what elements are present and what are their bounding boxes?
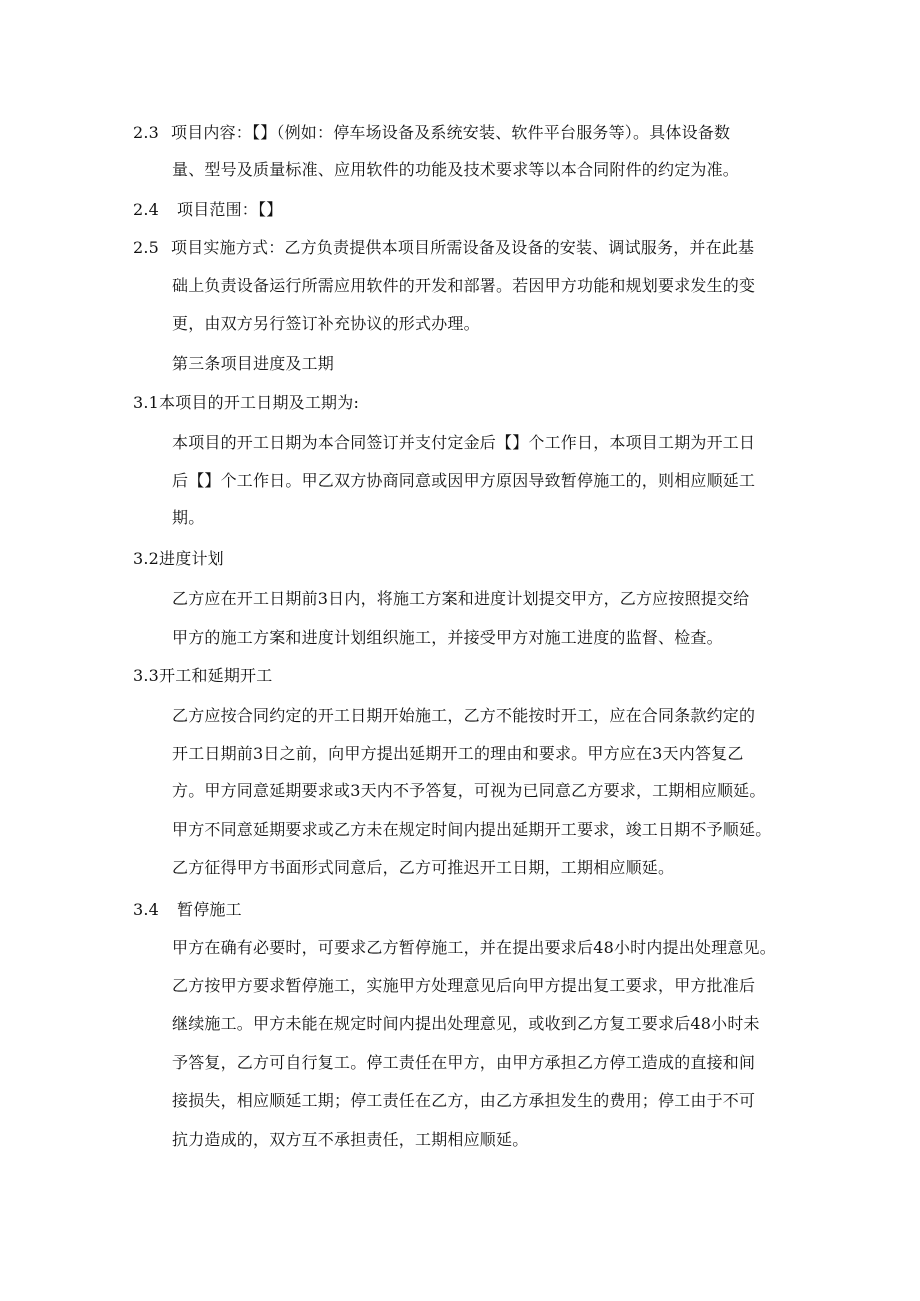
- clause-number: 3.4: [133, 900, 160, 919]
- clause-3-1-line-3: 期。: [172, 508, 205, 527]
- clause-number: 2.3: [133, 123, 160, 142]
- clause-2-4: [133, 198, 282, 222]
- clause-3-1-heading: 3.1本项目的开工日期及工期为:: [133, 393, 360, 412]
- clause-text: 项目内容：【】（例如：停车场设备及系统安装、软件平台服务等）。具体设备数: [171, 123, 731, 142]
- clause-3-4-line-1: 甲方在确有必要时，可要求乙方暂停施工，并在提出要求后48小时内提出处理意见。: [172, 938, 776, 957]
- article-3-title: 第三条项目进度及工期: [172, 354, 335, 373]
- clause-3-3-line-3: 方。甲方同意延期要求或3天内不予答复，可视为已同意乙方要求，工期相应顺延。: [172, 781, 766, 800]
- clause-3-3-line-5: 乙方征得甲方书面形式同意后，乙方可推迟开工日期，工期相应顺延。: [172, 858, 675, 877]
- clause-3-3-line-1: 乙方应按合同约定的开工日期开始施工，乙方不能按时开工，应在合同条款约定的: [172, 706, 756, 725]
- clause-heading-text: 暂停施工: [177, 900, 242, 919]
- clause-2-5-line-2: 础上负责设备运行所需应用软件的开发和部署。若因甲方功能和规划要求发生的变: [172, 276, 756, 295]
- clause-3-2-line-2: 甲方的施工方案和进度计划组织施工，并接受甲方对施工进度的监督、检查。: [172, 628, 723, 647]
- clause-3-4-line-5: 接损失，相应顺延工期；停工责任在乙方，由乙方承担发生的费用；停工由于不可: [172, 1091, 756, 1110]
- clause-2-5-line-1: [133, 236, 754, 260]
- clause-3-2-heading: 3.2进度计划: [133, 549, 224, 568]
- clause-text: 项目范围：【】: [177, 200, 283, 219]
- clause-3-1-line-1: 本项目的开工日期为本合同签订并支付定金后【】个工作日，本项目工期为开工日: [172, 433, 756, 452]
- clause-2-3-line-1: [133, 121, 730, 145]
- clause-3-3-line-2: 开工日期前3日之前，向甲方提出延期开工的理由和要求。甲方应在3天内答复乙: [172, 744, 744, 763]
- clause-text: 项目实施方式：乙方负责提供本项目所需设备及设备的安装、调试服务，并在此基: [171, 238, 755, 257]
- clause-3-3-line-4: 甲方不同意延期要求或乙方未在规定时间内提出延期开工要求，竣工日期不予顺延。: [172, 820, 772, 839]
- clause-3-4-line-6: 抗力造成的，双方互不承担责任，工期相应顺延。: [172, 1130, 529, 1149]
- clause-3-4-heading: [133, 898, 242, 922]
- clause-3-4-line-4: 予答复，乙方可自行复工。停工责任在甲方，由甲方承担乙方停工造成的直接和间: [172, 1053, 756, 1072]
- clause-number: 2.4: [133, 200, 160, 219]
- clause-3-4-line-3: 继续施工。甲方未能在规定时间内提出处理意见，或收到乙方复工要求后48小时未: [172, 1014, 760, 1033]
- clause-2-3-line-2: 量、型号及质量标准、应用软件的功能及技术要求等以本合同附件的约定为准。: [172, 160, 740, 179]
- clause-number: 2.5: [133, 238, 160, 257]
- clause-3-3-heading: 3.3开工和延期开工: [133, 666, 273, 685]
- clause-3-4-line-2: 乙方按甲方要求暂停施工，实施甲方处理意见后向甲方提出复工要求，甲方批准后: [172, 976, 756, 995]
- clause-3-2-line-1: 乙方应在开工日期前3日内，将施工方案和进度计划提交甲方，乙方应按照提交给: [172, 589, 750, 608]
- clause-2-5-line-3: 更，由双方另行签订补充协议的形式办理。: [172, 314, 480, 333]
- clause-3-1-line-2: 后【】个工作日。甲乙双方协商同意或因甲方原因导致暂停施工的，则相应顺延工: [172, 471, 756, 490]
